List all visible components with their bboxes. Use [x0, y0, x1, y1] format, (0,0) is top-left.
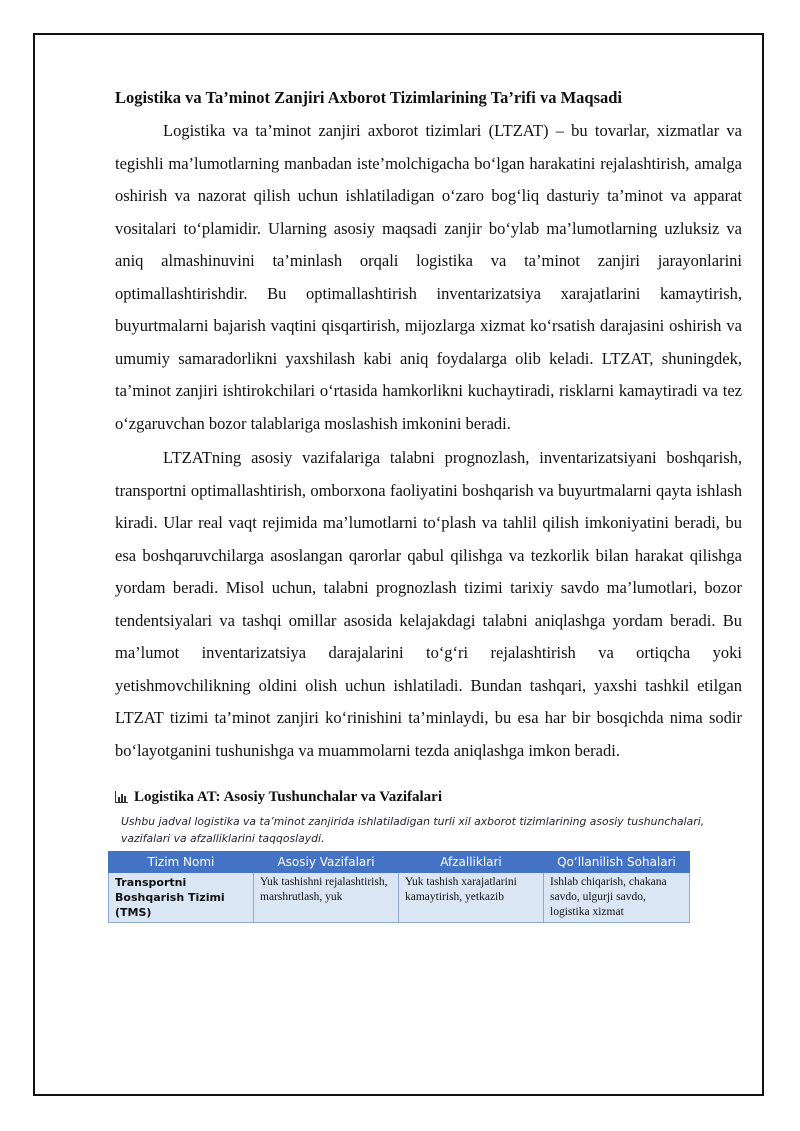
document-body — [115, 86, 742, 923]
table-header-row — [109, 852, 690, 873]
column-header: Tizim Nomi — [109, 852, 254, 873]
table-cell: Yuk tashish xarajatlarini kamaytirish, yetkazib — [399, 873, 544, 923]
document-title: Logistika va Ta’minot Zanjiri Axborot Tizimlarining Ta’rifi va Maqsadi — [115, 88, 623, 107]
column-header: Afzalliklari — [399, 852, 544, 873]
section-heading — [115, 787, 742, 807]
table-row — [109, 873, 690, 923]
systems-table — [108, 851, 690, 923]
paragraph-1: Logistika va ta’minot zanjiri axborot tizimlari (LTZAT) – bu tovarlar, xizmatlar va tegishli ma’lumotlarning manbadan iste’molchigacha bo‘lgan harakatini rejalashtirish, amalga oshirish va nazorat qilish uchun ishlatiladigan o‘zaro bog‘liq dasturiy ta’minot va apparat vositalari to‘plamidir. Ularning asosiy maqsadi zanjir bo‘ylab ma’lumotlarning uzluksiz va aniq almashinuvini ta’minlash orqali logistika va ta’minot zanjiri jarayonlarini optimallashtirishdir. Bu optimallashtirish inventarizatsiya xarajatlarini kamaytirish, buyurtmalarni bajarish vaqtini qisqartirish, mijozlarga xizmat ko‘rsatish darajasini oshirish va umumiy samaradorlikni yaxshilash kabi aniq foydalarga olib keladi. LTZAT, shuningdek, ta’minot zanjiri ishtirokchilari o‘rtasida hamkorlikni kuchaytiradi, risklarni kamaytiradi va tez o‘zgaruvchan bozor talablariga moslashish imkonini beradi. — [115, 121, 742, 433]
table-cell: Transportni Boshqarish Tizimi (TMS) — [109, 873, 254, 923]
bar-chart-icon — [115, 791, 128, 803]
table-cell: Yuk tashishni rejalashtirish, marshrutlash, yuk — [254, 873, 399, 923]
table-caption: Ushbu jadval logistika va ta’minot zanjirida ishlatiladigan turli xil axborot tizimlarining asosiy tushunchalari, vazifalari va afzalliklarini taqqoslaydi. — [121, 815, 705, 845]
section-title: Logistika AT: Asosiy Tushunchalar va Vazifalari — [134, 789, 443, 805]
table-cell: Ishlab chiqarish, chakana savdo, ulgurji savdo, logistika xizmat — [544, 873, 690, 923]
column-header: Qo‘llanilish Sohalari — [544, 852, 690, 873]
column-header: Asosiy Vazifalari — [254, 852, 399, 873]
paragraph-2: LTZATning asosiy vazifalariga talabni prognozlash, inventarizatsiyani boshqarish, transportni optimallashtirish, omborxona faoliyatini boshqarish va buyurtmalarni qayta ishlash kiradi. Ular real vaqt rejimida ma’lumotlarni to‘plash va tahlil qilish imkoniyatini beradi, bu esa boshqaruvchilarga asoslangan qarorlar qabul qilishga va tezkorlik bilan harakat qilishga yordam beradi. Misol uchun, talabni prognozlash tizimi tarixiy savdo ma’lumotlari, bozor tendentsiyalari va tashqi omillar asosida kelajakdagi talabni aniqlashga yordam beradi. Bu ma’lumot inventarizatsiya darajalarini to‘g‘ri rejalashtirish va ortiqcha yoki yetishmovchilikning oldini olish uchun ishlatiladi. Bundan tashqari, yaxshi tashkil etilgan LTZAT tizimi ta’minot zanjiri ko‘rinishini ta’minlaydi, bu esa har bir bosqichda nima sodir bo‘layotganini tushunishga va muammolarni tezda aniqlashga imkon beradi. — [115, 448, 742, 760]
